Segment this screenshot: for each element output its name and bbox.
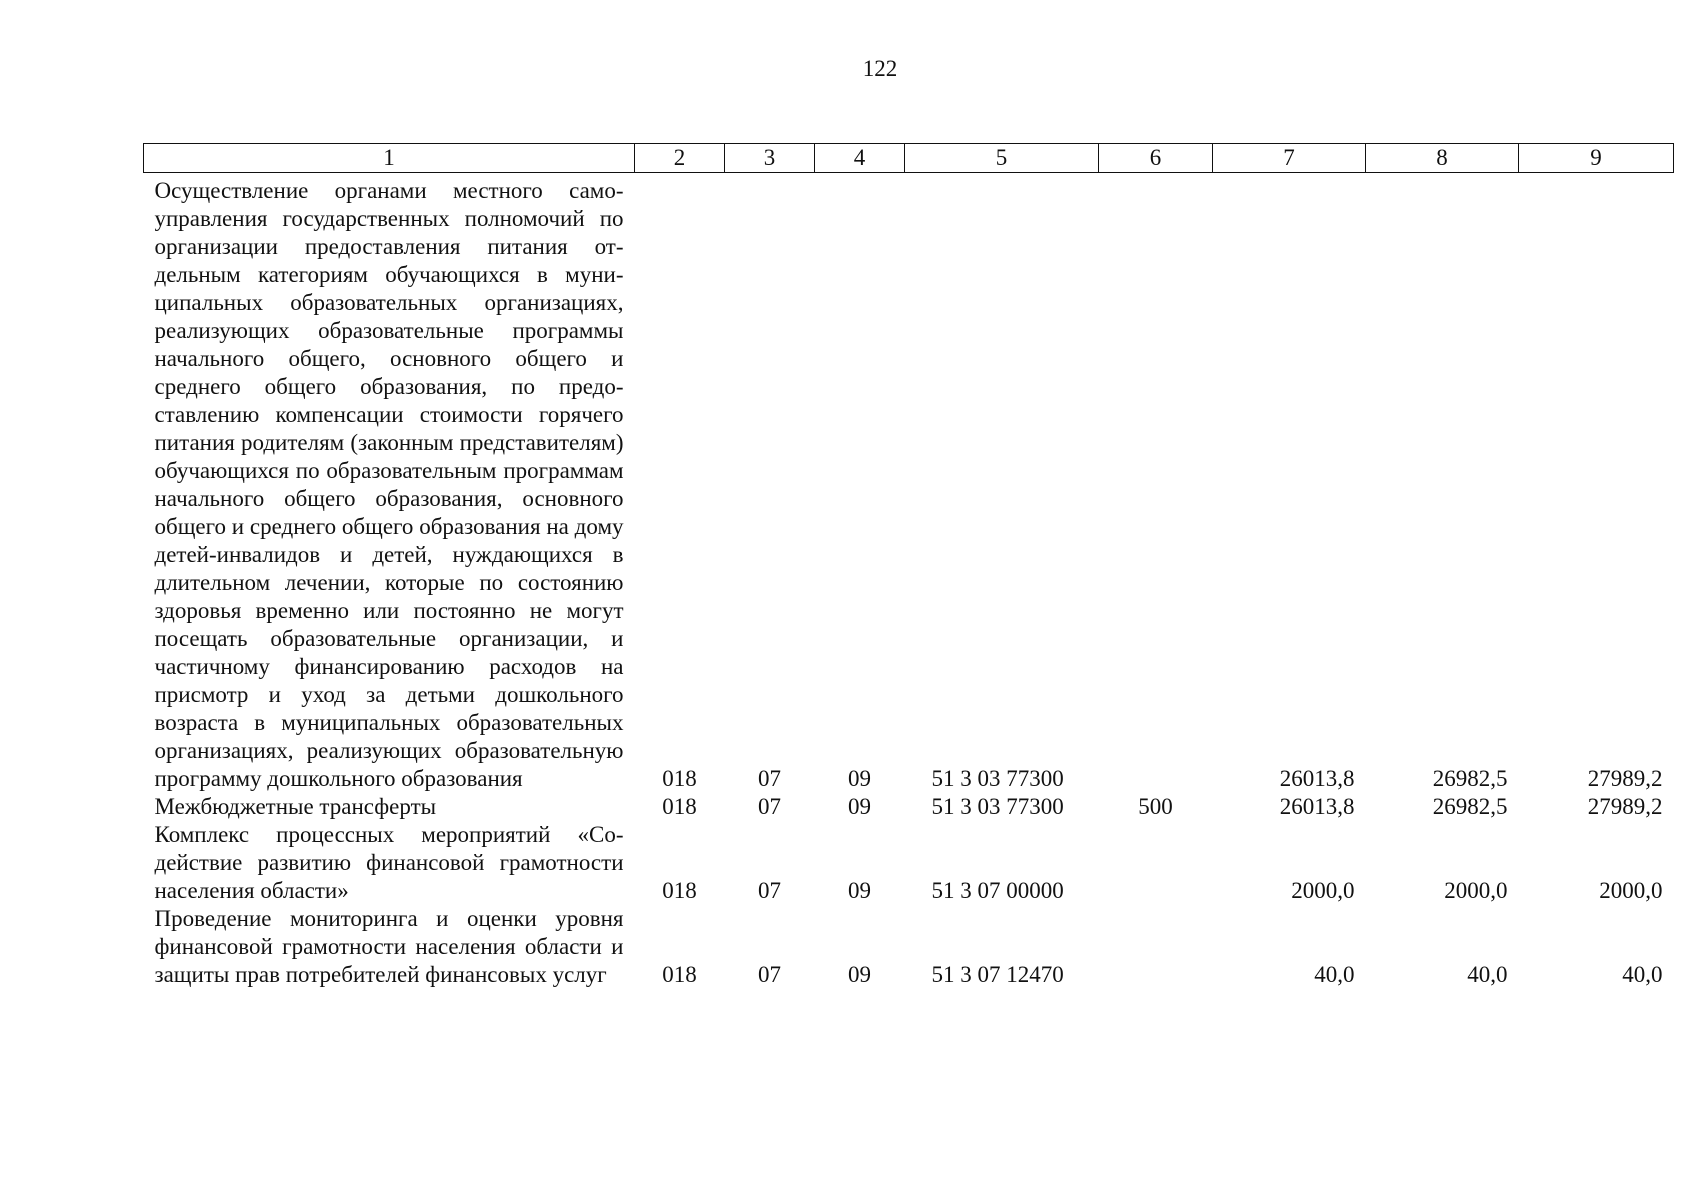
table-row [144,821,1674,905]
column-header-5: 5 [905,144,1099,173]
column-header-1: 1 [144,144,635,173]
section-code: 07 [758,794,781,819]
amount-year-2: 26982,5 [1432,794,1508,819]
section-code: 07 [758,962,781,987]
subsection-code: 09 [848,766,871,791]
amount-year-2: 40,0 [1467,962,1508,987]
section-code: 07 [758,766,781,791]
column-header-4: 4 [815,144,905,173]
section-code: 07 [758,878,781,903]
row-description: Комплекс процессных мероприятий «Содействие развитию финансовой грамотности населения области» [154,822,624,903]
table-header-row [144,144,1674,173]
subsection-code: 09 [848,878,871,903]
table-row [144,793,1674,821]
ministry-code: 018 [662,878,697,903]
row-description: Осуществление органами местного самоуправления государственных полномочий по организации предоставления питания отдельным категориям обучающихся в муниципальных образовательных организациях, реализующих образовательные программы начального общего, основного общего и среднего общего образования, по предоставлению компенсации стоимости горячего питания родителям (законным представителям) обучающихся по образовательным программам начального общего образования, основного общего и среднего общего образования на дому детей-инвалидов и детей, нуждающихся в длительном лечении, которые по состоянию здоровья временно или постоянно не могут посещать образовательные организации, и частичному финансированию расходов на присмотр и уход за детьми дошкольного возраста в муниципальных образовательных организациях, реализующих образовательную программу дошкольного образования [154,178,624,791]
expense-type-code [1099,173,1213,794]
target-article-code: 51 3 03 77300 [931,766,1064,791]
table-row [144,173,1674,794]
page-number: 122 [862,56,898,81]
expense-type-code [1099,821,1213,905]
ministry-code: 018 [662,962,697,987]
column-header-6: 6 [1099,144,1213,173]
amount-year-2: 26982,5 [1432,766,1508,791]
amount-year-3: 40,0 [1622,962,1663,987]
budget-table [143,143,1674,989]
amount-year-3: 27989,2 [1587,794,1663,819]
column-header-8: 8 [1366,144,1519,173]
ministry-code: 018 [662,794,697,819]
expense-type-code [1099,905,1213,989]
target-article-code: 51 3 07 00000 [931,878,1064,903]
subsection-code: 09 [848,962,871,987]
column-header-2: 2 [635,144,725,173]
table-row [144,905,1674,989]
amount-year-2: 2000,0 [1444,878,1508,903]
amount-year-3: 27989,2 [1587,766,1663,791]
target-article-code: 51 3 07 12470 [931,962,1064,987]
column-header-3: 3 [725,144,815,173]
column-header-9: 9 [1519,144,1674,173]
amount-year-1: 26013,8 [1279,794,1355,819]
subsection-code: 09 [848,794,871,819]
row-description: Межбюджетные трансферты [154,794,437,819]
column-header-7: 7 [1213,144,1366,173]
amount-year-1: 2000,0 [1291,878,1355,903]
row-description: Проведение мониторинга и оценки уровня финансовой грамотности населения области и защиты прав потребителей финансовых услуг [154,906,624,987]
amount-year-3: 2000,0 [1599,878,1663,903]
amount-year-1: 26013,8 [1279,766,1355,791]
amount-year-1: 40,0 [1314,962,1355,987]
target-article-code: 51 3 03 77300 [931,794,1064,819]
expense-type-code: 500 [1138,794,1173,819]
ministry-code: 018 [662,766,697,791]
